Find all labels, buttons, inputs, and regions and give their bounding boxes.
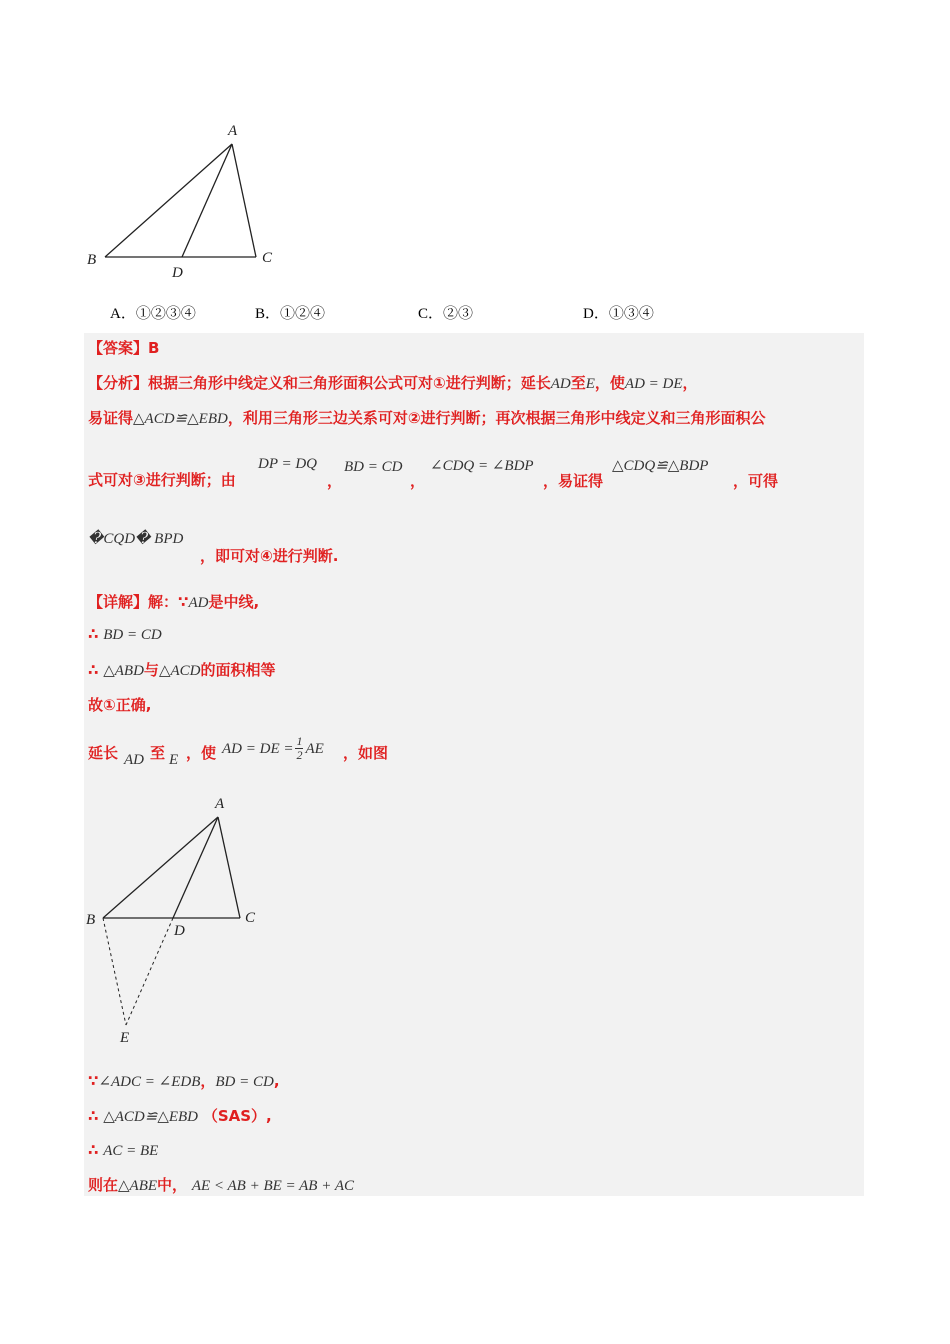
option-b: B．①②④ (255, 306, 326, 322)
math-congruent-cdq-bdp: △CDQ≌△BDP (612, 458, 709, 474)
math-ad: AD (124, 752, 144, 768)
label-B: B (87, 252, 97, 268)
solution-line-9: 则在△ABE中， AE < AB + BE = AB + AC (88, 1176, 354, 1194)
math-ad-de-half-ae: AD = DE = $\frac{1}{2}$ AE (222, 734, 324, 762)
math-garbled-cqd-bpd: �CQD� BPD (88, 531, 184, 547)
comma-2: ， (410, 472, 426, 490)
analysis-easy-proof: ，易证得 (543, 472, 604, 490)
analysis-can-get: ，可得 (733, 472, 779, 490)
option-c: C．②③ (418, 306, 474, 322)
solution-line-3: ∴ △ABD与△ACD的面积相等 (88, 661, 276, 679)
solution-line-2: ∴ BD = CD (88, 625, 162, 643)
option-d: D．①③④ (583, 306, 654, 322)
math-bd-cd: BD = CD (344, 459, 403, 475)
solution-extend: 延长 (88, 744, 119, 762)
comma-1: ， (327, 472, 343, 490)
fig2-label-E: E (120, 1030, 130, 1046)
analysis-line-1: 【分析】根据三角形中线定义和三角形面积公式可对①进行判断；延长AD至E，使AD = DE， (88, 374, 698, 392)
solution-to: 至 (150, 744, 166, 762)
answer-line: 【答案】B (88, 339, 160, 357)
solution-as-figure: ，如图 (343, 744, 389, 762)
triangle-figure-2 (80, 790, 280, 1050)
solution-line-1: 【详解】解：∵AD是中线, (88, 593, 260, 611)
fig2-label-B: B (86, 912, 96, 928)
analysis-line-2: 易证得△ACD≌△EBD，利用三角形三边关系可对②进行判断；再次根据三角形中线定义和三角形面积公 (88, 409, 766, 427)
fig2-label-A: A (215, 796, 225, 812)
fig2-label-D: D (174, 923, 185, 939)
label-A: A (228, 123, 238, 139)
solution-line-4: 故①正确, (88, 696, 152, 714)
label-D: D (172, 265, 183, 281)
math-dp-dq: DP = DQ (258, 456, 318, 472)
fig2-label-C: C (245, 910, 256, 926)
triangle-figure-1 (80, 115, 300, 285)
solution-make: ，使 (186, 744, 217, 762)
label-C: C (262, 250, 273, 266)
solution-line-6: ∵∠ADC = ∠EDB，BD = CD, (88, 1072, 280, 1090)
solution-line-7: ∴ △ACD≌△EBD （SAS）, (88, 1107, 272, 1125)
math-e: E (169, 752, 179, 768)
math-angle-eq: ∠CDQ = ∠BDP (430, 458, 534, 474)
solution-line-8: ∴ AC = BE (88, 1141, 159, 1159)
analysis-line-3: 式可对③进行判断；由 (88, 471, 236, 489)
option-a: A．①②③④ (110, 306, 196, 322)
analysis-line-4: ，即可对④进行判断. (200, 547, 339, 565)
